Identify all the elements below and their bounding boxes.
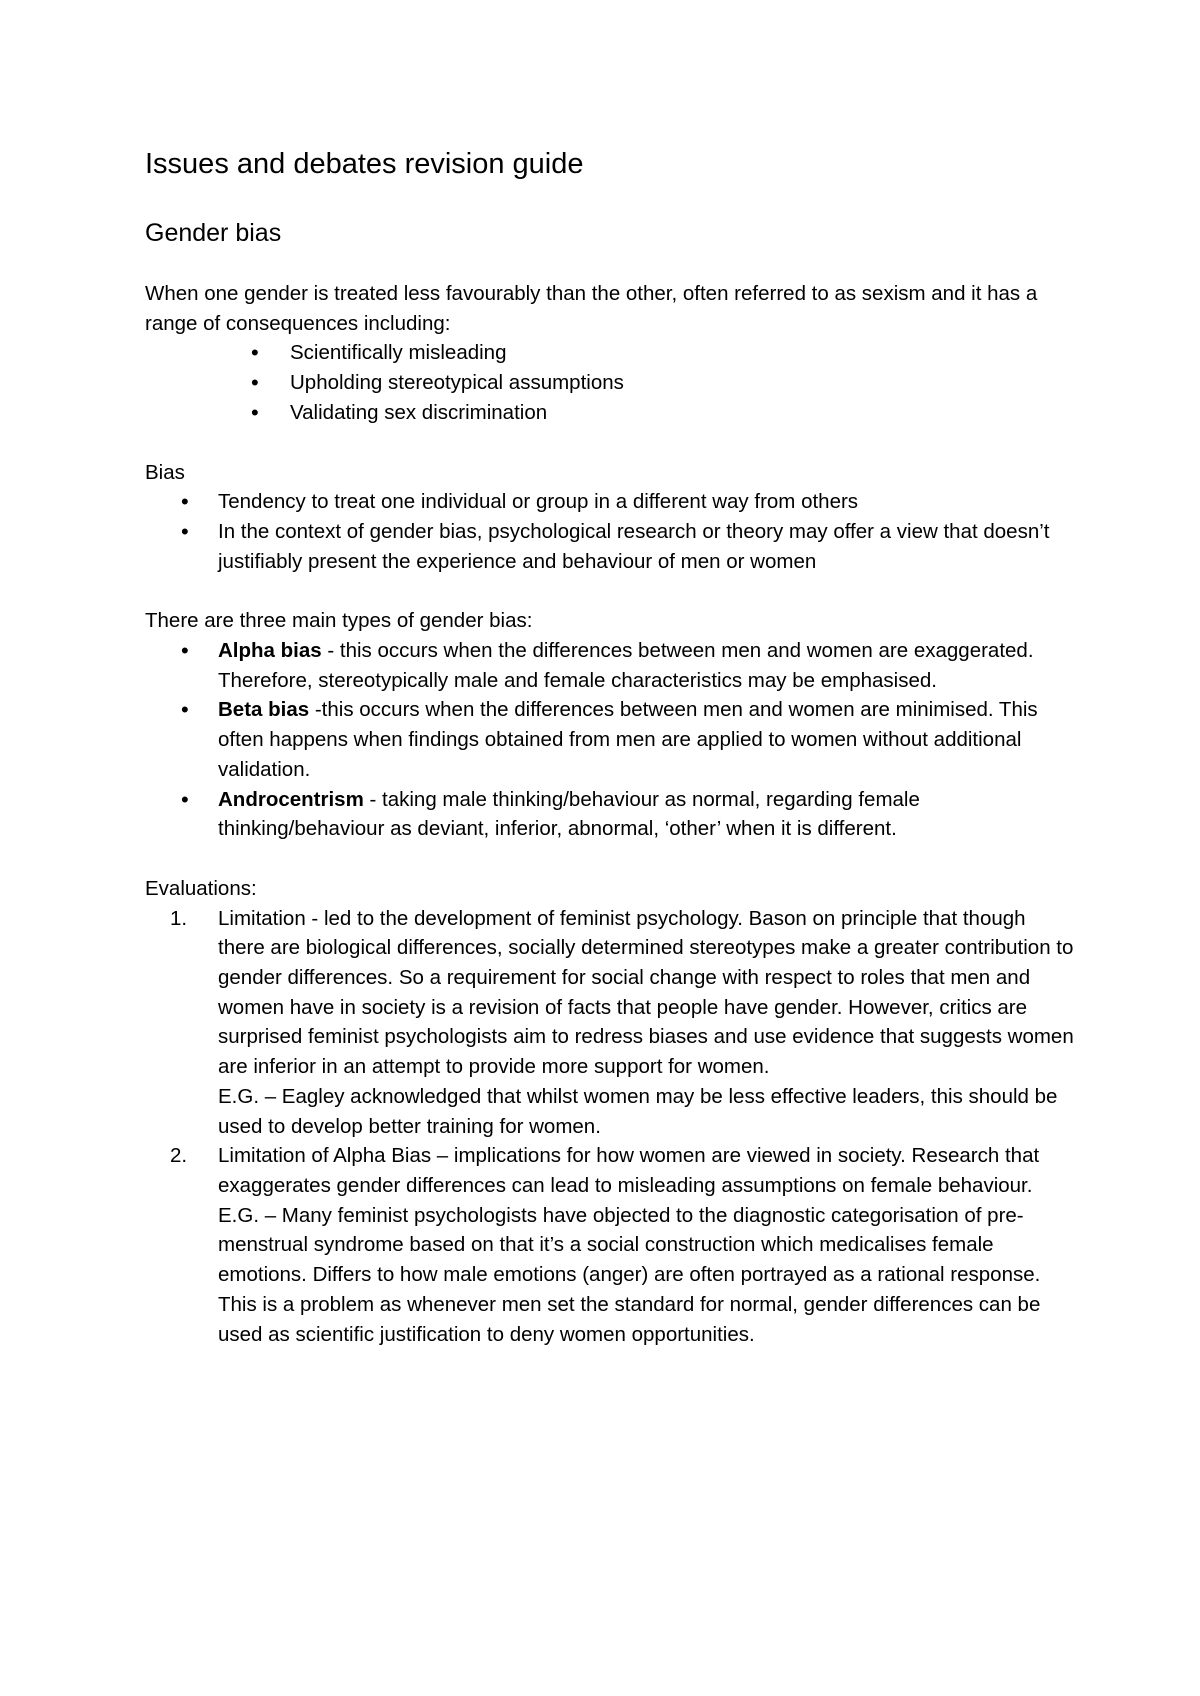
type-term: Alpha bias [218, 639, 322, 663]
section-heading: Gender bias [145, 219, 282, 247]
list-item [218, 695, 1075, 784]
evaluation-text: Limitation - led to the development of feminist psychology. Bason on principle that though there are biological differences, socially determined stereotypes make a greater contribution to gender differences. So a requirement for social change with respect to roles that men and women have in society is a revision of facts that people have gender. However, critics are surprised feminist psychologists aim to redress biases and use evidence that suggests women are inferior in an attempt to provide more support for women. [218, 906, 1074, 1079]
evaluation-text: Limitation of Alpha Bias – implications for how women are viewed in society. Research that exaggerates gender differences can lead to misleading assumptions on female behaviour. [218, 1144, 1040, 1197]
list-item: • Tendency to treat one individual or group in a different way from others [218, 487, 1075, 517]
item-number: 1. [170, 906, 188, 930]
bias-label: Bias [145, 460, 185, 484]
document-content [145, 146, 1075, 1349]
bias-list [145, 487, 1075, 576]
list-item [170, 1141, 1075, 1349]
evaluation-example: E.G. – Many feminist psychologists have objected to the diagnostic categorisation of pre-menstrual syndrome based on that it’s a social construction which medicalises female emotions. Differs to how male emotions (anger) are often portrayed as a rational response. This is a problem as whenever men set the standard for normal, gender differences can be used as scientific justification to deny women opportunities. [218, 1203, 1041, 1346]
type-description: - this occurs when the differences between men and women are exaggerated. Therefore, stereotypically male and female characteristics may be emphasised. [218, 639, 1034, 692]
list-item [170, 904, 1075, 1142]
list-item: • Upholding stereotypical assumptions [290, 368, 1075, 398]
list-item: • Validating sex discrimination [290, 398, 1075, 428]
type-term: Androcentrism [218, 787, 364, 811]
type-description: -this occurs when the differences between men and women are minimised. This often happens when findings obtained from men are applied to women without additional validation. [218, 698, 1038, 781]
types-label: There are three main types of gender bias: [145, 609, 533, 633]
item-number: 2. [170, 1144, 188, 1168]
types-list [145, 636, 1075, 844]
evaluations-label: Evaluations: [145, 876, 257, 900]
list-item: • In the context of gender bias, psychological research or theory may offer a view that doesn’t justifiably present the experience and behaviour of men or women [218, 517, 1075, 576]
consequences-list [145, 338, 1075, 427]
evaluation-example: E.G. – Eagley acknowledged that whilst women may be less effective leaders, this should be used to develop better training for women. [218, 1084, 1058, 1138]
evaluations-list [145, 904, 1075, 1350]
type-description: - taking male thinking/behaviour as normal, regarding female thinking/behaviour as deviant, inferior, abnormal, ‘other’ when it is different. [218, 787, 920, 841]
list-item [218, 636, 1075, 695]
type-term: Beta bias [218, 698, 310, 722]
intro-paragraph: When one gender is treated less favourably than the other, often referred to as sexism and it has a range of consequences including: [145, 282, 1038, 335]
list-item [218, 785, 1075, 844]
page-title: Issues and debates revision guide [145, 148, 584, 180]
list-item: • Scientifically misleading [290, 338, 1075, 368]
